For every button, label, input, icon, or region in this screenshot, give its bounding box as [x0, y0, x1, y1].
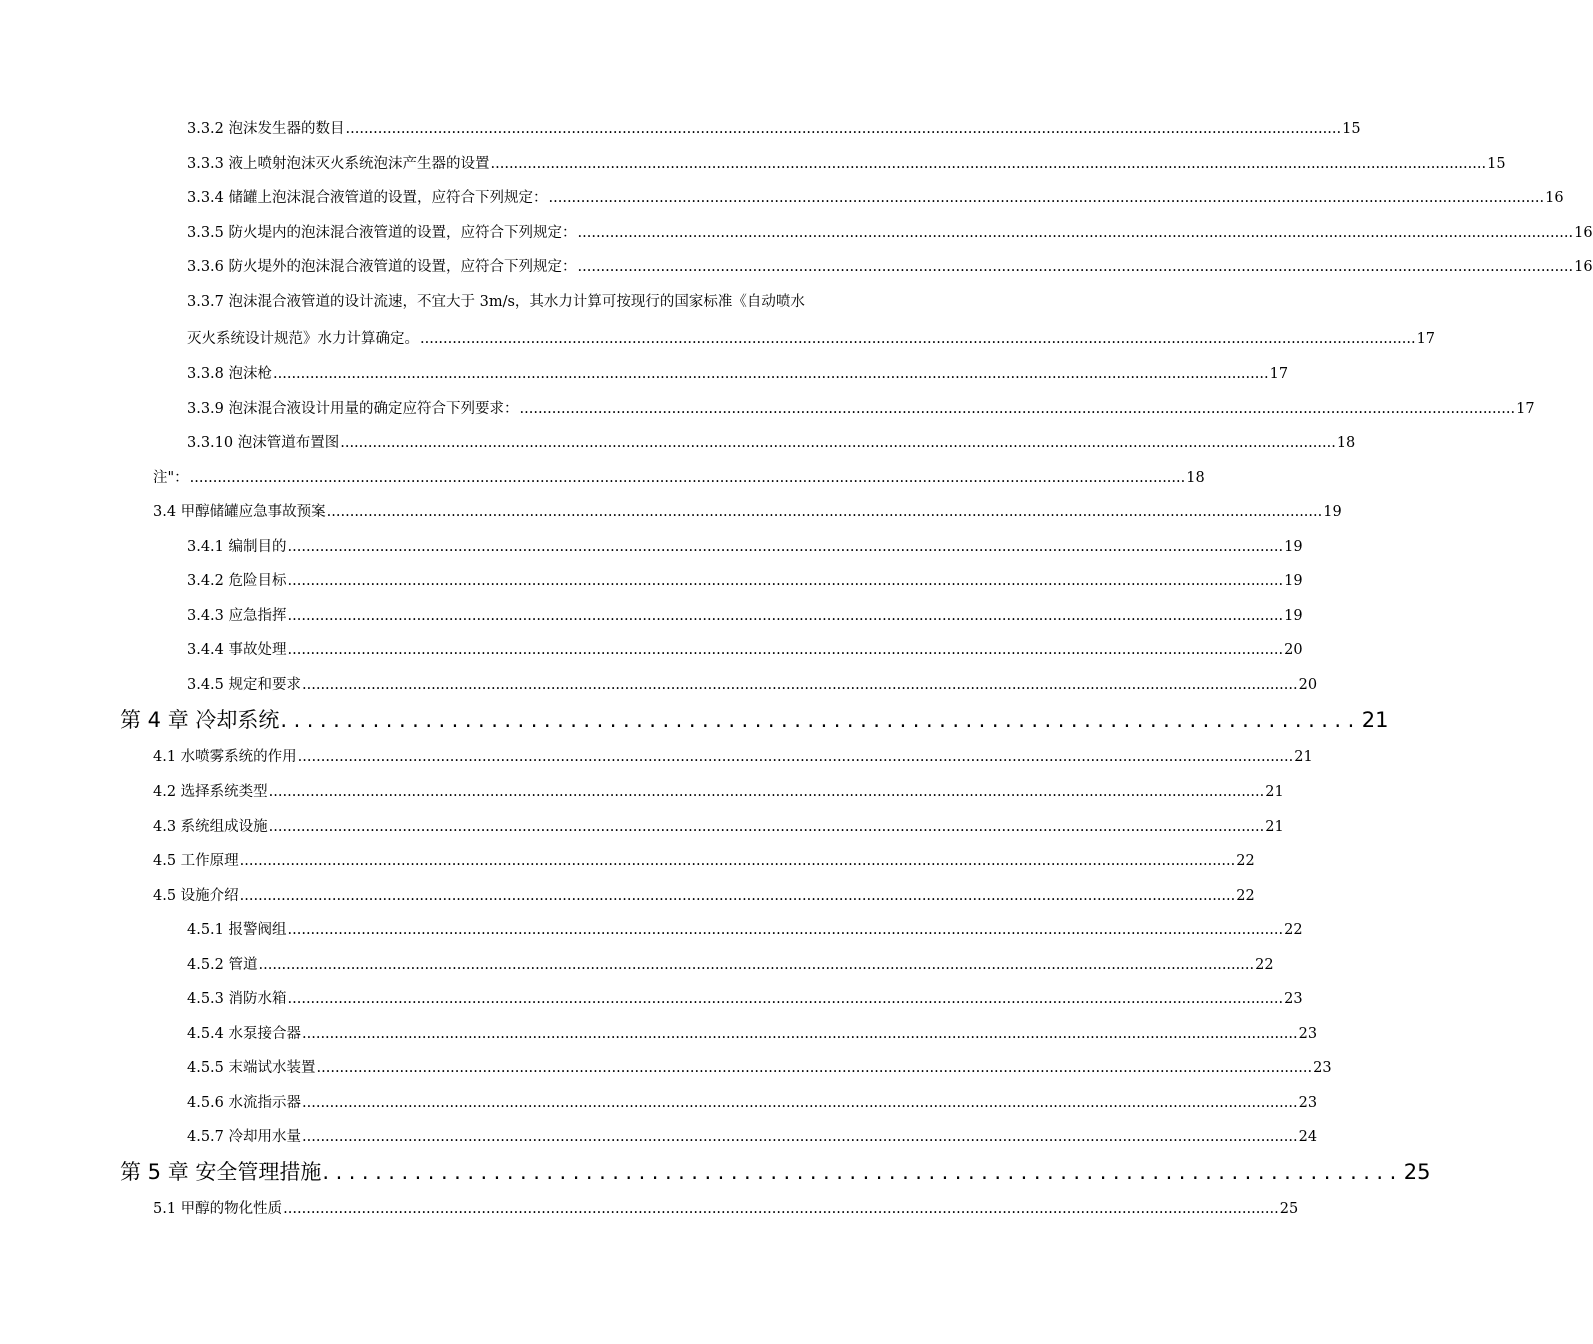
toc-leader-dots: ..................................................................................	[280, 708, 1361, 732]
toc-entry-title: 4.3 系统组成设施	[153, 819, 268, 835]
toc-leader-dots: ........................................................................................................................................................................................................................	[268, 819, 1265, 835]
toc-entry[interactable]	[187, 1022, 1318, 1043]
toc-leader-dots: ..................................................................................	[322, 1160, 1403, 1184]
toc-leader-dots: ........................................................................................................................................................................................................................	[287, 642, 1284, 658]
toc-leader-dots: ........................................................................................................................................................................................................................	[258, 957, 1255, 973]
toc-entry-title: 3.4.1 编制目的	[187, 539, 287, 555]
toc-entry-title: 4.1 水喷雾系统的作用	[153, 749, 297, 765]
toc-chapter-entry[interactable]	[120, 1156, 1431, 1186]
toc-entry[interactable]	[187, 362, 1289, 383]
toc-entry-page: 23	[1284, 991, 1303, 1007]
toc-leader-dots: ........................................................................................................................................................................................................................	[268, 784, 1265, 800]
toc-entry-title: 4.2 选择系统类型	[153, 784, 268, 800]
toc-entry[interactable]	[153, 466, 1205, 487]
toc-entry-title: 3.3.2 泡沫发生器的数目	[187, 121, 345, 137]
toc-entry-title: 5.1 甲醇的物化性质	[153, 1201, 283, 1217]
toc-entry-page: 22	[1236, 888, 1255, 904]
toc-entry[interactable]	[187, 221, 1593, 242]
toc-leader-dots: ........................................................................................................................................................................................................................	[519, 401, 1516, 417]
toc-entry-title: 3.4 甲醇储罐应急事故预案	[153, 504, 326, 520]
toc-entry[interactable]	[187, 638, 1303, 659]
toc-entry-page: 16	[1574, 259, 1593, 275]
toc-leader-dots: ........................................................................................................................................................................................................................	[340, 435, 1336, 451]
toc-entry[interactable]	[153, 745, 1313, 766]
toc-entry-title: 3.4.4 事故处理	[187, 642, 287, 658]
toc-entry-page: 22	[1236, 853, 1255, 869]
toc-entry[interactable]	[153, 815, 1284, 836]
toc-leader-dots: ........................................................................................................................................................................................................................	[287, 573, 1284, 589]
toc-chapter-page: 21	[1361, 708, 1389, 732]
toc-leader-dots: ........................................................................................................................................................................................................................	[302, 677, 1298, 693]
toc-entry-page: 20	[1298, 677, 1318, 693]
toc-entry-title: 4.5.3 消防水箱	[187, 991, 287, 1007]
toc-entry-page: 19	[1284, 539, 1303, 555]
toc-entry[interactable]	[153, 500, 1342, 521]
toc-entry-page: 18	[1336, 435, 1356, 451]
toc-entry-page: 23	[1298, 1095, 1318, 1111]
toc-entry-page: 16	[1574, 225, 1593, 241]
toc-entry[interactable]	[153, 1197, 1299, 1218]
toc-leader-dots: ........................................................................................................................................................................................................................	[283, 1201, 1279, 1217]
toc-chapter-title: 第 4 章 冷却系统	[120, 708, 280, 732]
toc-entry-title: 3.3.6 防火堤外的泡沫混合液管道的设置，应符合下列规定：	[187, 259, 577, 275]
toc-entry-page: 22	[1255, 957, 1274, 973]
toc-entry[interactable]	[187, 1125, 1318, 1146]
toc-leader-dots: ........................................................................................................................................................................................................................	[420, 331, 1416, 347]
toc-entry-page: 18	[1186, 470, 1205, 486]
toc-entry[interactable]	[187, 604, 1303, 625]
toc-entry[interactable]	[187, 255, 1593, 276]
toc-entry-title: 3.4.5 规定和要求	[187, 677, 302, 693]
toc-entry-page: 21	[1294, 749, 1313, 765]
toc-leader-dots: ........................................................................................................................................................................................................................	[326, 504, 1323, 520]
toc-chapter-page: 25	[1403, 1160, 1431, 1184]
toc-entry[interactable]	[187, 327, 1436, 348]
toc-entry-title: 4.5.6 水流指示器	[187, 1095, 302, 1111]
toc-entry-page: 15	[1342, 121, 1361, 137]
toc-leader-dots: ........................................................................................................................................................................................................................	[316, 1060, 1313, 1076]
toc-leader-dots: ........................................................................................................................................................................................................................	[273, 366, 1269, 382]
toc-entry-page: 16	[1545, 190, 1564, 206]
toc-entry[interactable]	[187, 569, 1303, 590]
toc-entry[interactable]	[187, 186, 1564, 207]
toc-entry-page: 17	[1416, 331, 1436, 347]
toc-entry-title: 3.3.8 泡沫枪	[187, 366, 273, 382]
toc-entry[interactable]	[187, 1056, 1332, 1077]
toc-entry[interactable]	[187, 1091, 1318, 1112]
toc-chapter-entry[interactable]	[120, 704, 1389, 734]
toc-leader-dots: ........................................................................................................................................................................................................................	[490, 156, 1487, 172]
toc-entry-title: 3.3.9 泡沫混合液设计用量的确定应符合下列要求：	[187, 401, 519, 417]
toc-entry-page: 21	[1265, 784, 1284, 800]
toc-entry-title: 4.5 工作原理	[153, 853, 239, 869]
toc-leader-dots: ........................................................................................................................................................................................................................	[297, 749, 1294, 765]
toc-entry-title: 4.5.2 管道	[187, 957, 258, 973]
toc-entry-page: 22	[1284, 922, 1303, 938]
toc-entry-page: 19	[1284, 573, 1303, 589]
toc-entry-page: 23	[1298, 1026, 1318, 1042]
toc-entry[interactable]	[187, 431, 1356, 452]
toc-entry-title: 3.3.4 储罐上泡沫混合液管道的设置，应符合下列规定：	[187, 190, 548, 206]
toc-entry-title: 3.3.3 液上喷射泡沫灭火系统泡沫产生器的设置	[187, 156, 490, 172]
toc-entry[interactable]	[187, 397, 1535, 418]
toc-entry-title: 4.5.7 冷却用水量	[187, 1129, 302, 1145]
toc-entry-title: 4.5 设施介绍	[153, 888, 239, 904]
toc-entry-title: 4.5.1 报警阀组	[187, 922, 287, 938]
toc-entry-title: 3.4.2 危险目标	[187, 573, 287, 589]
toc-entry-title: 注"：	[153, 470, 189, 486]
toc-leader-dots: ........................................................................................................................................................................................................................	[189, 470, 1186, 486]
toc-entry-page: 25	[1279, 1201, 1299, 1217]
toc-entry[interactable]	[187, 152, 1506, 173]
toc-entry-page: 20	[1284, 642, 1303, 658]
toc-entry[interactable]	[153, 884, 1255, 905]
toc-entry-line1[interactable]: 3.3.7 泡沫混合液管道的设计流速，不宜大于 3m/s，其水力计算可按现行的国家标准《自动喷水	[187, 294, 805, 310]
toc-entry[interactable]	[153, 780, 1284, 801]
toc-entry-page: 23	[1313, 1060, 1332, 1076]
toc-leader-dots: ........................................................................................................................................................................................................................	[302, 1095, 1298, 1111]
toc-leader-dots: ........................................................................................................................................................................................................................	[548, 190, 1545, 206]
toc-entry-page: 19	[1323, 504, 1342, 520]
toc-entry[interactable]	[153, 849, 1255, 870]
toc-leader-dots: ........................................................................................................................................................................................................................	[239, 888, 1236, 904]
toc-leader-dots: ........................................................................................................................................................................................................................	[287, 991, 1284, 1007]
toc-entry-page: 21	[1265, 819, 1284, 835]
toc-entry-page: 17	[1516, 401, 1535, 417]
toc-entry-page: 17	[1269, 366, 1289, 382]
toc-entry[interactable]	[187, 987, 1303, 1008]
toc-leader-dots: ........................................................................................................................................................................................................................	[287, 608, 1284, 624]
toc-entry-title: 3.3.5 防火堤内的泡沫混合液管道的设置，应符合下列规定：	[187, 225, 577, 241]
toc-entry-page: 15	[1487, 156, 1506, 172]
toc-leader-dots: ........................................................................................................................................................................................................................	[302, 1026, 1298, 1042]
toc-leader-dots: ........................................................................................................................................................................................................................	[345, 121, 1342, 137]
toc-leader-dots: ........................................................................................................................................................................................................................	[577, 225, 1574, 241]
toc-entry[interactable]	[187, 673, 1318, 694]
toc-entry[interactable]	[187, 535, 1303, 556]
toc-entry-title: 灭火系统设计规范》水力计算确定。	[187, 331, 419, 347]
toc-leader-dots: ........................................................................................................................................................................................................................	[287, 922, 1284, 938]
toc-entry-page: 24	[1298, 1129, 1318, 1145]
toc-leader-dots: ........................................................................................................................................................................................................................	[287, 539, 1284, 555]
toc-entry-title: 3.4.3 应急指挥	[187, 608, 287, 624]
toc-leader-dots: ........................................................................................................................................................................................................................	[577, 259, 1574, 275]
toc-entry-title: 4.5.4 水泵接合器	[187, 1026, 302, 1042]
toc-leader-dots: ........................................................................................................................................................................................................................	[239, 853, 1236, 869]
toc-leader-dots: ........................................................................................................................................................................................................................	[302, 1129, 1298, 1145]
toc-chapter-title: 第 5 章 安全管理措施	[120, 1160, 322, 1184]
toc-entry-title: 4.5.5 末端试水装置	[187, 1060, 316, 1076]
toc-entry-title: 3.3.10 泡沫管道布置图	[187, 435, 340, 451]
toc-entry-page: 19	[1284, 608, 1303, 624]
toc-entry[interactable]	[187, 117, 1361, 138]
toc-entry[interactable]	[187, 918, 1303, 939]
toc-entry[interactable]	[187, 953, 1274, 974]
